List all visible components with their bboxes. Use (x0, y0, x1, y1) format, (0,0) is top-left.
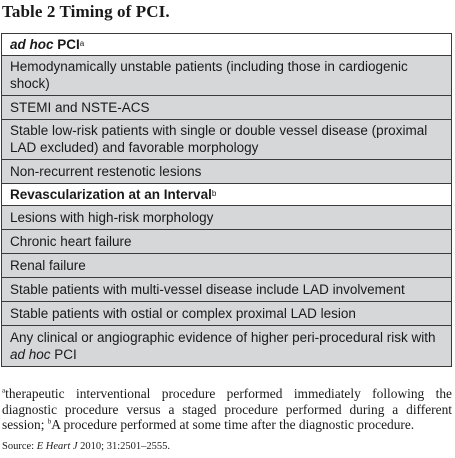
section-header-revascularization-interval: Revascularization at an Interval b (2, 184, 451, 206)
section-header-label: ad hoc PCI (10, 36, 80, 52)
table-row: STEMI and NSTE-ACS (2, 96, 451, 120)
table-row: Non-recurrent restenotic lesions (2, 160, 451, 184)
table-row: Any clinical or angiographic evidence of higher peri-procedural risk with ad hoc PCI (2, 326, 451, 366)
table-title: Table 2 Timing of PCI. (2, 2, 170, 21)
table-row: Lesions with high-risk morphology (2, 206, 451, 230)
table-row: Chronic heart failure (2, 230, 451, 254)
pci-timing-table (1, 33, 452, 367)
table-row: Stable low-risk patients with single or double vessel disease (proximal LAD excluded) and favorable morphology (2, 120, 451, 160)
source-citation: Source: E Heart J 2010; 31:2501–2555. (2, 441, 170, 452)
section-header-ad-hoc-pci: ad hoc PCI a (2, 34, 451, 56)
table-row: Stable patients with multi-vessel disease include LAD involvement (2, 278, 451, 302)
table-footnotes: $^a$therapeutic interventional procedure performed immediately following the diagnostic procedure versus a staged procedure performed during a different session; $^b$A procedure performed at some time after the diagnostic procedure. (2, 386, 452, 432)
table-row: Stable patients with ostial or complex proximal LAD lesion (2, 302, 451, 326)
table-row: Hemodynamically unstable patients (including those in cardiogenic shock) (2, 56, 451, 96)
section-header-label: Revascularization at an Interval (10, 186, 212, 202)
table-row: Renal failure (2, 254, 451, 278)
